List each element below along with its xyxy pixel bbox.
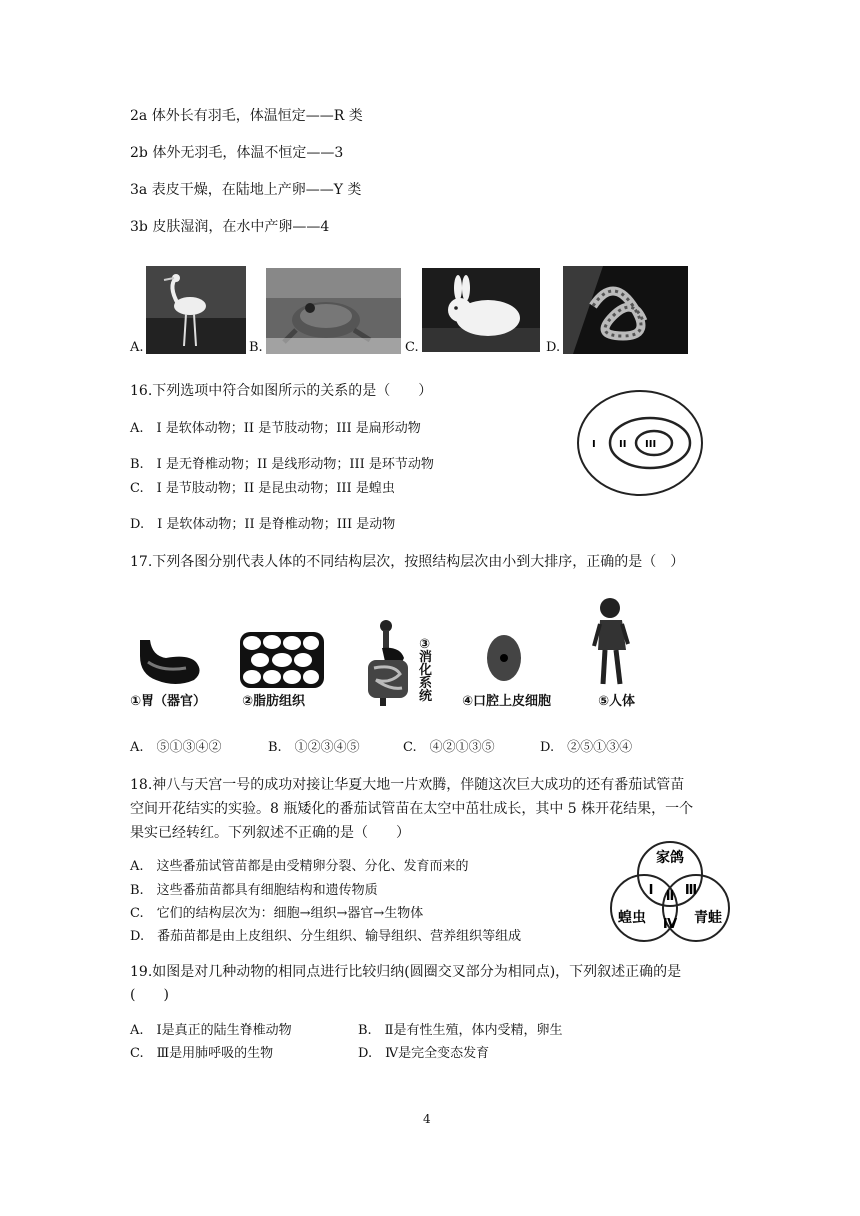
egret-image (146, 266, 246, 354)
digestive-system-caption (419, 638, 435, 703)
venn-diagram (604, 838, 736, 946)
ring-label-I: I (592, 439, 596, 450)
cheek-cell-caption: ④口腔上皮细胞 (462, 694, 552, 709)
q19-stem-line-2: ( ) (130, 987, 169, 1003)
venn-label-frog: 青蛙 (694, 910, 722, 926)
q18-stem-line-1: 18.神八与天宫一号的成功对接让华夏大地一片欢腾，伴随这次巨大成功的还有番茄试管苗 (130, 777, 685, 793)
venn-region-II: Ⅱ (665, 889, 675, 904)
q16-option-a: A. I 是软体动物；II 是节肢动物；III 是扁形动物 (130, 421, 421, 436)
q17-option-b: B. ①②③④⑤ (268, 740, 360, 755)
q15-option-a-label: A. (130, 340, 144, 355)
q19-option-a: A. Ⅰ是真正的陆生脊椎动物 (130, 1023, 292, 1038)
q16-option-b: B. I 是无脊椎动物；II 是线形动物；III 是环节动物 (130, 457, 434, 472)
q18-option-c: C. 它们的结构层次为：细胞→组织→器官→生物体 (130, 906, 424, 921)
venn-label-pigeon: 家鸽 (656, 850, 684, 866)
digestive-caption-char: 统 (419, 689, 433, 704)
digestive-system-icon (360, 618, 416, 710)
digestive-caption-char: 化 (419, 663, 433, 678)
key-line-2b: 2b 体外无羽毛，体温不恒定——3 (130, 145, 344, 161)
digestive-caption-char: ③ (419, 637, 431, 652)
digestive-caption-char: 系 (419, 676, 433, 691)
fat-tissue-caption: ②脂肪组织 (242, 694, 306, 709)
ring-label-III: III (645, 439, 657, 450)
q19-option-c: C. Ⅲ是用肺呼吸的生物 (130, 1046, 274, 1061)
q18-stem-line-2: 空间开花结实的实验。8 瓶矮化的番茄试管苗在太空中茁壮成长，其中 5 株开花结果，一个 (130, 801, 694, 817)
key-line-3a: 3a 表皮干燥，在陆地上产卵——Y 类 (130, 182, 362, 198)
rabbit-image (422, 268, 540, 352)
q19-option-b: B. Ⅱ是有性生殖，体内受精，卵生 (358, 1023, 563, 1038)
human-body-caption: ⑤人体 (598, 694, 636, 709)
human-body-icon (592, 596, 632, 688)
q15-option-c-label: C. (405, 340, 419, 355)
ring-label-II: II (619, 439, 627, 450)
q15-option-d-label: D. (546, 340, 561, 355)
snake-image (563, 266, 688, 354)
cheek-cell-icon (484, 632, 524, 684)
key-line-2a: 2a 体外长有羽毛，体温恒定——R 类 (130, 108, 363, 124)
q17-option-c: C. ④②①③⑤ (403, 740, 495, 755)
venn-region-III: Ⅲ (684, 883, 698, 898)
nested-circles-diagram (574, 388, 706, 498)
venn-label-locust: 蝗虫 (618, 910, 646, 926)
q19-option-d: D. Ⅳ是完全变态发育 (358, 1046, 490, 1061)
q15-option-b-label: B. (249, 340, 263, 355)
stomach-icon (134, 636, 208, 686)
q18-option-d: D. 番茄苗都是由上皮组织、分生组织、输导组织、营养组织等组成 (130, 929, 522, 944)
q19-stem-line-1: 19.如图是对几种动物的相同点进行比较归纳(圆圈交叉部分为相同点)，下列叙述正确的是 (130, 964, 682, 980)
q18-option-a: A. 这些番茄试管苗都是由受精卵分裂、分化、发育而来的 (130, 859, 469, 874)
frog-image (266, 268, 401, 354)
stomach-caption: ①胃（器官） (130, 694, 207, 709)
fat-tissue-icon (238, 630, 326, 690)
q17-option-d: D. ②⑤①③④ (540, 740, 633, 755)
digestive-caption-char: 消 (419, 650, 433, 665)
q16-option-d: D. I 是软体动物；II 是脊椎动物；III 是动物 (130, 517, 396, 532)
q18-option-b: B. 这些番茄苗都具有细胞结构和遗传物质 (130, 883, 378, 898)
venn-region-IV: Ⅳ (662, 917, 678, 932)
venn-region-I: Ⅰ (648, 883, 654, 898)
q16-stem: 16.下列选项中符合如图所示的关系的是（ ） (130, 383, 433, 399)
key-line-3b: 3b 皮肤湿润，在水中产卵——4 (130, 219, 330, 235)
q18-stem-line-3: 果实已经转红。下列叙述不正确的是（ ） (130, 825, 410, 841)
outer-ring-I (578, 391, 702, 495)
page-number: 4 (423, 1112, 431, 1126)
q16-option-c: C. I 是节肢动物；II 是昆虫动物；III 是蝗虫 (130, 481, 395, 496)
q17-option-a: A. ⑤①③④② (130, 740, 222, 755)
q17-stem: 17.下列各图分别代表人体的不同结构层次，按照结构层次由小到大排序，正确的是（ ） (130, 554, 685, 570)
